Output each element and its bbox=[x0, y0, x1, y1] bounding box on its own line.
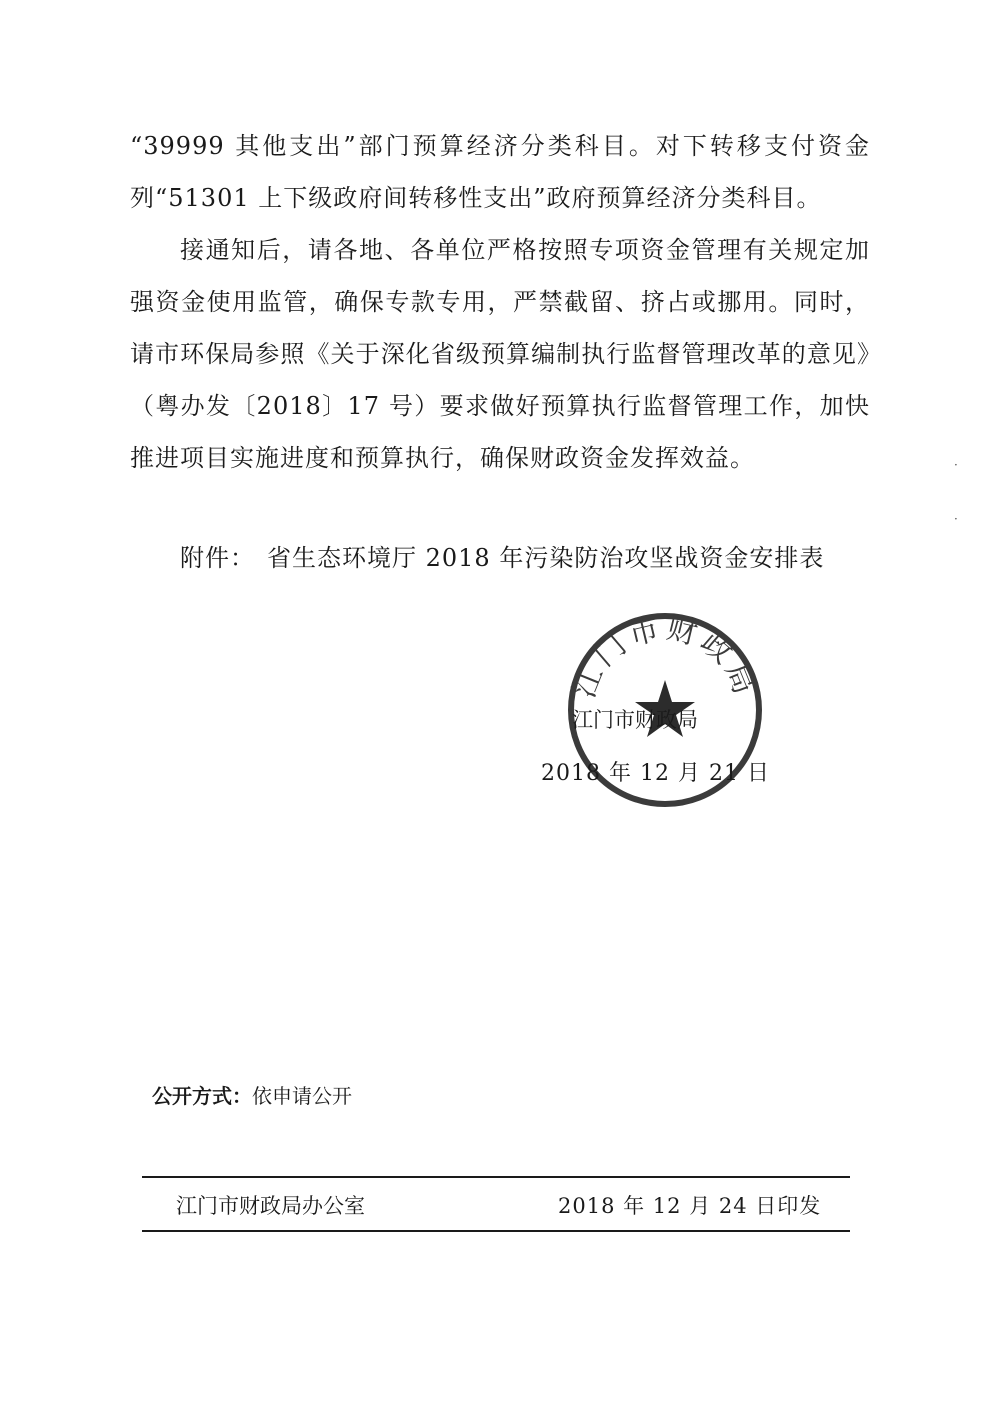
signing-organization: 江门市财政局 bbox=[572, 708, 698, 732]
footer-issuer: 江门市财政局办公室 bbox=[176, 1194, 365, 1218]
footer-rule-bottom bbox=[142, 1230, 850, 1232]
paragraph-2: 接通知后，请各地、各单位严格按照专项资金管理有关规定加强资金使用监管，确保专款专用，严禁截留、挤占或挪用。同时，请市环保局参照《关于深化省级预算编制执行监督管理改革的意见》（粤办发〔2018〕17 号）要求做好预算执行监督管理工作，加快推进项目实施进度和预算执行，确保财政资金发挥效益。 bbox=[130, 236, 870, 472]
attachment-title: 省生态环境厅 2018 年污染防治攻坚战资金安排表 bbox=[267, 544, 825, 572]
signing-date: 2018 年 12 月 21 日 bbox=[541, 761, 770, 786]
paragraph-1: “39999 其他支出”部门预算经济分类科目。对下转移支付资金列“51301 上下级政府间转移性支出”政府预算经济分类科目。 bbox=[130, 132, 870, 212]
disclosure-label: 公开方式： bbox=[152, 1084, 252, 1108]
scan-speck: · bbox=[954, 458, 958, 472]
body-text bbox=[130, 120, 870, 484]
seal-text: 江门市财政局 bbox=[566, 610, 764, 703]
disclosure-value: 依申请公开 bbox=[252, 1084, 352, 1108]
attachment-label: 附件： bbox=[180, 544, 255, 572]
disclosure-line bbox=[152, 1080, 352, 1109]
attachment-line bbox=[180, 538, 824, 573]
scan-speck: · bbox=[954, 512, 958, 526]
footer-rule-top bbox=[142, 1176, 850, 1178]
footer-issue-date: 2018 年 12 月 24 日印发 bbox=[558, 1194, 822, 1218]
